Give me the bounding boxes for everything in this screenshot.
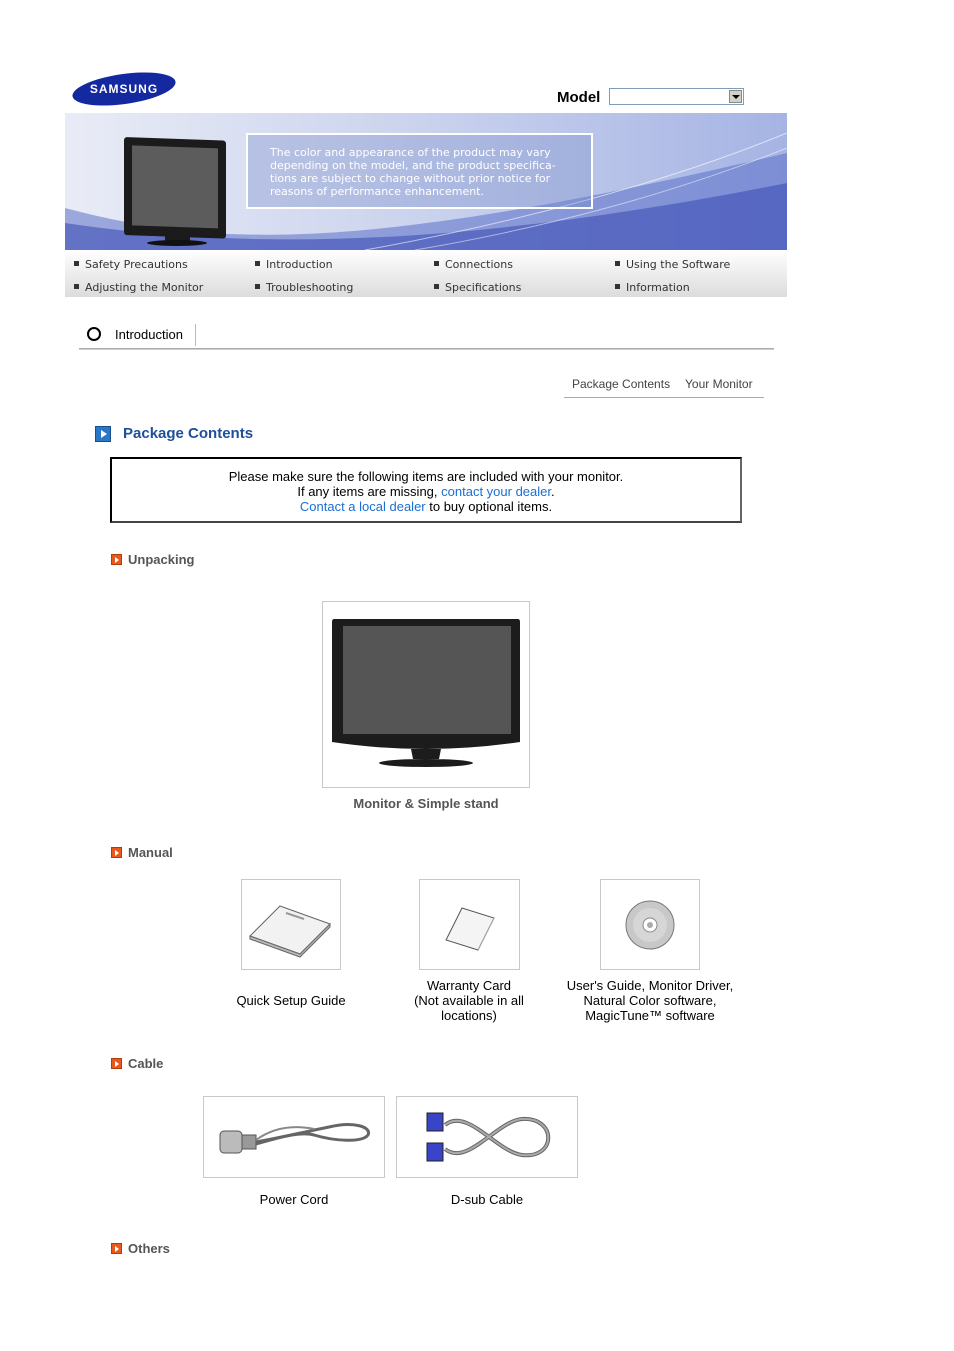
play-icon (95, 426, 111, 442)
item-caption: Power Cord (259, 1192, 329, 1207)
bullet-icon (615, 261, 620, 266)
section-title: Introduction (115, 327, 183, 342)
category-unpacking: Unpacking (128, 552, 194, 567)
monitor-icon (323, 602, 529, 787)
nav-item-information[interactable]: Information (615, 281, 690, 294)
item-caption: D-sub Cable (450, 1192, 524, 1207)
warranty-card-image (419, 879, 520, 970)
dsub-cable-icon (397, 1097, 577, 1177)
contact-dealer-link[interactable]: contact your dealer (441, 484, 551, 499)
item-caption: Quick Setup Guide (236, 993, 346, 1008)
cd-image (600, 879, 700, 970)
tab-your-monitor[interactable]: Your Monitor (685, 377, 753, 391)
monitor-icon (124, 137, 226, 246)
bullet-icon (255, 284, 260, 289)
tabs-underline (564, 397, 764, 398)
monitor-image (322, 601, 530, 788)
category-others: Others (128, 1241, 170, 1256)
banner-notice-line: depending on the model, and the product specifica- (270, 159, 556, 172)
circle-icon (87, 327, 101, 341)
banner-notice-line: The color and appearance of the product may vary (270, 146, 551, 159)
cd-icon (601, 880, 699, 969)
power-cord-icon (204, 1097, 384, 1177)
nav-item-adjusting-the-monitor[interactable]: Adjusting the Monitor (74, 281, 203, 294)
contact-local-dealer-link[interactable]: Contact a local dealer (299, 499, 426, 514)
banner (65, 113, 787, 250)
tab-package-contents[interactable]: Package Contents (572, 377, 671, 391)
logo-text: SAMSUNG (89, 82, 159, 96)
arrow-icon (111, 554, 122, 565)
bullet-icon (74, 284, 79, 289)
booklet-icon (242, 880, 340, 969)
nav-item-introduction[interactable]: Introduction (255, 258, 333, 271)
arrow-icon (111, 847, 122, 858)
nav-item-specifications[interactable]: Specifications (434, 281, 521, 294)
notice-line-2: If any items are missing, contact your dealer. (297, 484, 555, 499)
bullet-icon (434, 284, 439, 289)
dsub-cable-image (396, 1096, 578, 1178)
nav-item-connections[interactable]: Connections (434, 258, 513, 271)
package-notice (110, 457, 742, 523)
bullet-icon (255, 261, 260, 266)
arrow-icon (111, 1058, 122, 1069)
item-caption: User's Guide, Monitor Driver, Natural Color software, MagicTune™ software (566, 978, 734, 1023)
main-nav (65, 250, 787, 297)
nav-item-troubleshooting[interactable]: Troubleshooting (255, 281, 353, 294)
category-manual: Manual (128, 845, 173, 860)
model-select[interactable] (609, 88, 744, 105)
banner-notice (246, 133, 593, 209)
item-caption: Warranty Card (Not available in all locations) (414, 978, 524, 1023)
bullet-icon (74, 261, 79, 266)
model-label: Model (557, 89, 601, 106)
bullet-icon (615, 284, 620, 289)
banner-notice-line: reasons of performance enhancement. (270, 185, 484, 198)
bullet-icon (434, 261, 439, 266)
nav-item-using-the-software[interactable]: Using the Software (615, 258, 730, 271)
card-icon (420, 880, 519, 969)
banner-notice-line: tions are subject to change without prior notice for (270, 172, 551, 185)
section-underline (79, 348, 774, 350)
power-cord-image (203, 1096, 385, 1178)
arrow-icon (111, 1243, 122, 1254)
category-cable: Cable (128, 1056, 163, 1071)
item-caption: Monitor & Simple stand (353, 796, 499, 811)
quick-setup-guide-image (241, 879, 341, 970)
package-contents-title: Package Contents (123, 425, 254, 442)
samsung-logo (72, 71, 177, 107)
divider (195, 324, 196, 346)
notice-line-3: Contact a local dealer to buy optional items. (299, 499, 553, 514)
nav-item-safety-precautions[interactable]: Safety Precautions (74, 258, 188, 271)
chevron-down-icon[interactable] (729, 90, 742, 103)
notice-line-1: Please make sure the following items are included with your monitor. (228, 469, 624, 484)
